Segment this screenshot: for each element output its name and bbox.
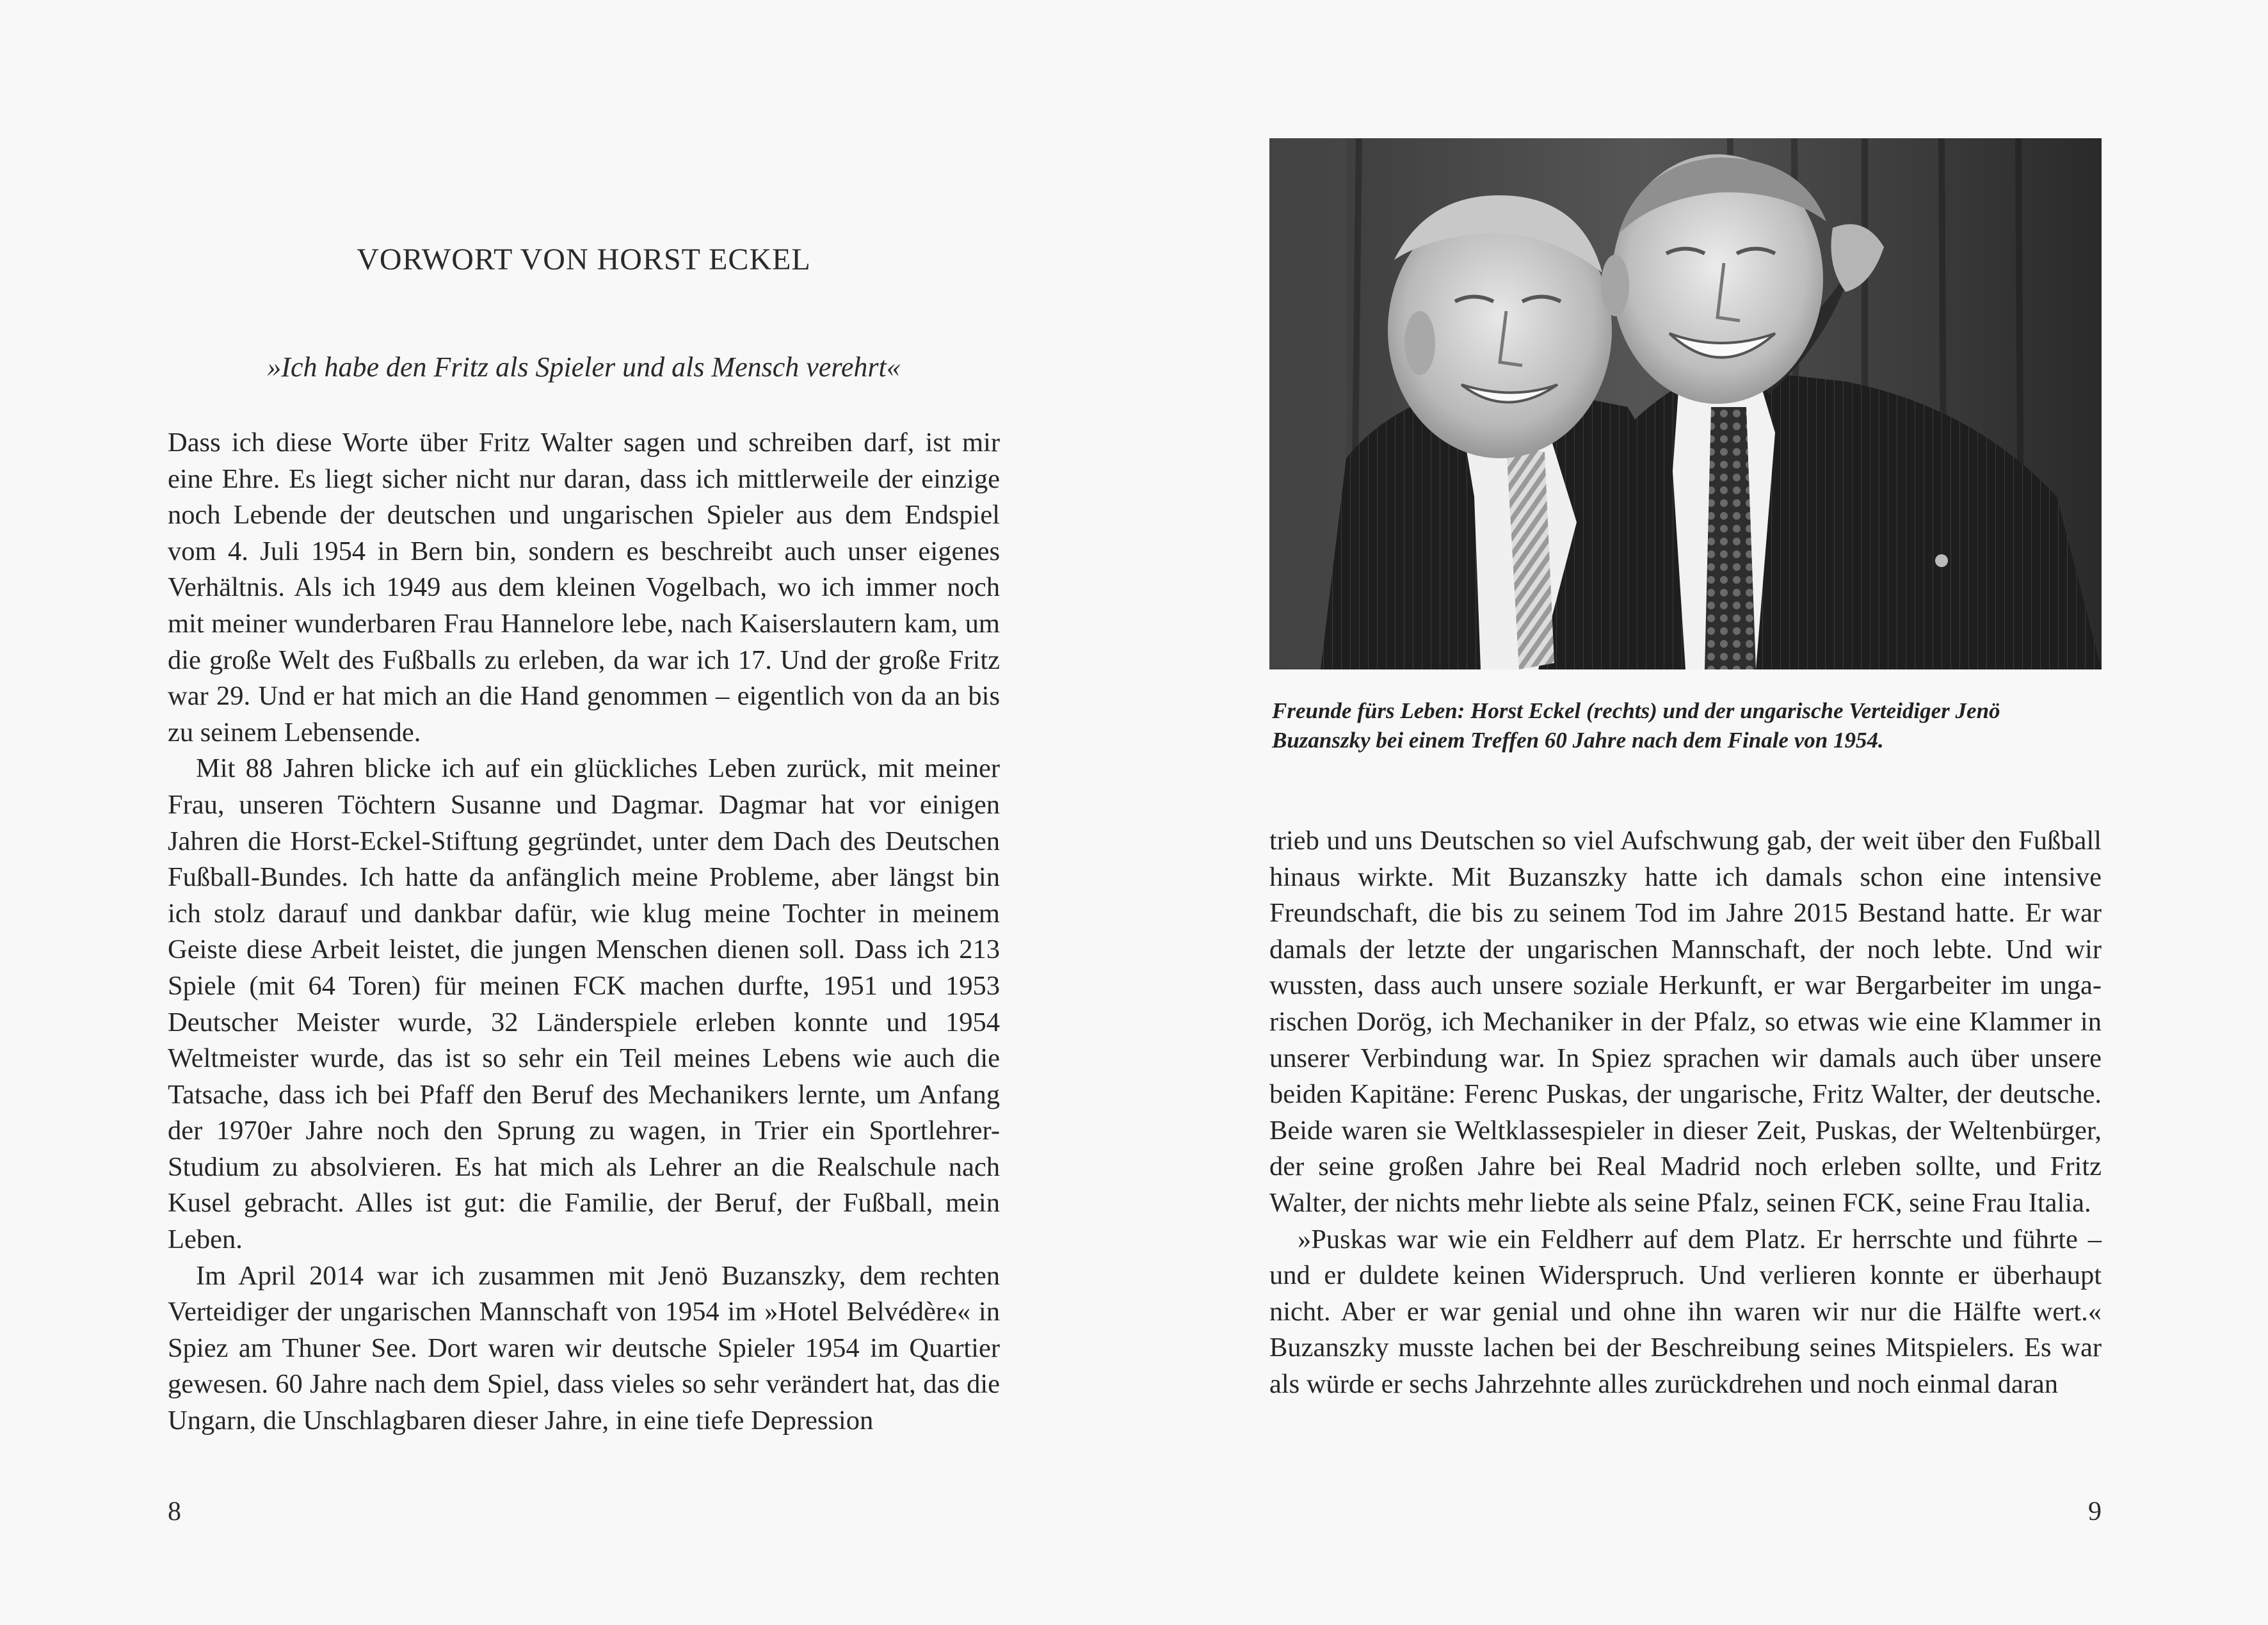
paragraph: Mit 88 Jahren blicke ich auf ein glückliches Leben zurück, mit meiner Frau, unseren Töchtern Susanne und Dagmar. Dagmar hat vor einigen Jahren die Horst-Eckel-Stiftung gegründet, unter dem Dach des Deutschen Fußball-Bundes. Ich hatte da anfänglich meine Probleme, aber längst bin ich stolz darauf und dankbar dafür, wie klug meine Tochter in meinem Geiste diese Arbeit leistet, die jungen Menschen dienen soll. Dass ich 213 Spiele (mit 64 Toren) für meinen FCK machen durfte, 1951 und 1953 Deutscher Meister wurde, 32 Länderspiele erleben konnte und 1954 Weltmeister wurde, das ist so sehr ein Teil meines Lebens wie auch die Tatsache, dass ich bei Pfaff den Beruf des Mechanikers lernte, um Anfang der 1970er Jahre noch den Sprung zu wagen, in Trier ein Sportlehrer-Studium zu absolvieren. Es hat mich als Lehrer an die Realschule nach Kusel gebracht. Alles ist gut: die Familie, der Beruf, der Fußball, mein Leben. [168, 753, 1000, 1255]
right-body-text [1269, 823, 2102, 1403]
page-number-left: 8 [168, 1497, 181, 1526]
left-body-text [168, 425, 1000, 1439]
paragraph: Dass ich diese Worte über Fritz Walter sagen und schreiben darf, ist mir eine Ehre. Es liegt sicher nicht nur daran, dass ich mittlerweile der einzige noch Lebende der deutschen und ungarischen Spieler aus dem Endspiel vom 4. Juli 1954 in Bern bin, sondern es beschreibt auch unser eigenes Verhältnis. Als ich 1949 aus dem kleinen Vogelbach, wo ich immer noch mit meiner wunderbaren Frau Hannelore lebe, nach Kaiserslautern kam, um die große Welt des Fußballs zu erleben, da war ich 17. Und der große Fritz war 29. Und er hat mich an die Hand genommen – eigentlich von da an bis zu seinem Lebensende. [168, 428, 1000, 748]
photo-caption: Freunde fürs Leben: Horst Eckel (rechts) und der ungarische Verteidiger Jenö Buzanszky bei einem Treffen 60 Jahre nach dem Finale von 1954. [1272, 698, 2000, 753]
left-page [168, 0, 1000, 1625]
photo-two-men-portrait [1269, 138, 2102, 669]
page-number-right: 9 [2088, 1497, 2102, 1526]
paragraph: »Puskas war wie ein Feldherr auf dem Platz. Er herrschte und führte – und er duldete keinen Widerspruch. Und verlieren konnte er überhaupt nicht. Aber er war genial und ohne ihn waren wir nur die Hälfte wert.« Buzanszky musste lachen bei der Beschreibung seines Mitspielers. Es war als würde er sechs Jahrzehnte alles zurückdrehen und noch einmal daran [1269, 1224, 2102, 1399]
right-page [1269, 0, 2102, 1625]
chapter-title: VORWORT VON HORST ECKEL [357, 243, 811, 276]
paragraph: trieb und uns Deutschen so viel Aufschwung gab, der weit über den Fußball hinaus wirkte. Mit Buzanszky hatte ich damals schon eine intensive Freundschaft, die bis zu seinem Tod im Jahre 2015 Bestand hatte. Er war damals der letzte der ungarischen Mannschaft, der noch lebte. Und wir wussten, dass auch unsere soziale Herkunft, er war Bergarbeiter im ungarischen Dorög, ich Mechaniker in der Pfalz, so etwas wie eine Klammer in unserer Verbindung war. In Spiez sprachen wir damals auch über unsere beiden Kapitäne: Ferenc Puskas, der ungarische, Fritz Walter, der deutsche. Beide waren sie Weltklassespieler in dieser Zeit, Puskas, der Weltenbürger, der seine großen Jahre bei Real Madrid noch erleben sollte, und Fritz Walter, der nichts mehr liebte als seine Pfalz, seinen FCK, seine Frau Italia. [1269, 826, 2102, 1218]
epigraph-quote: »Ich habe den Fritz als Spieler und als Mensch verehrt« [267, 351, 901, 383]
paragraph: Im April 2014 war ich zusammen mit Jenö Buzanszky, dem rechten Verteidiger der ungarischen Mannschaft von 1954 im »Hotel Belvédère« in Spiez am Thuner See. Dort waren wir deutsche Spieler 1954 im Quartier gewesen. 60 Jahre nach dem Spiel, dass vieles so sehr verändert hat, das die Ungarn, die Unschlagbaren dieser Jahre, in eine tiefe Depression [168, 1260, 1000, 1436]
